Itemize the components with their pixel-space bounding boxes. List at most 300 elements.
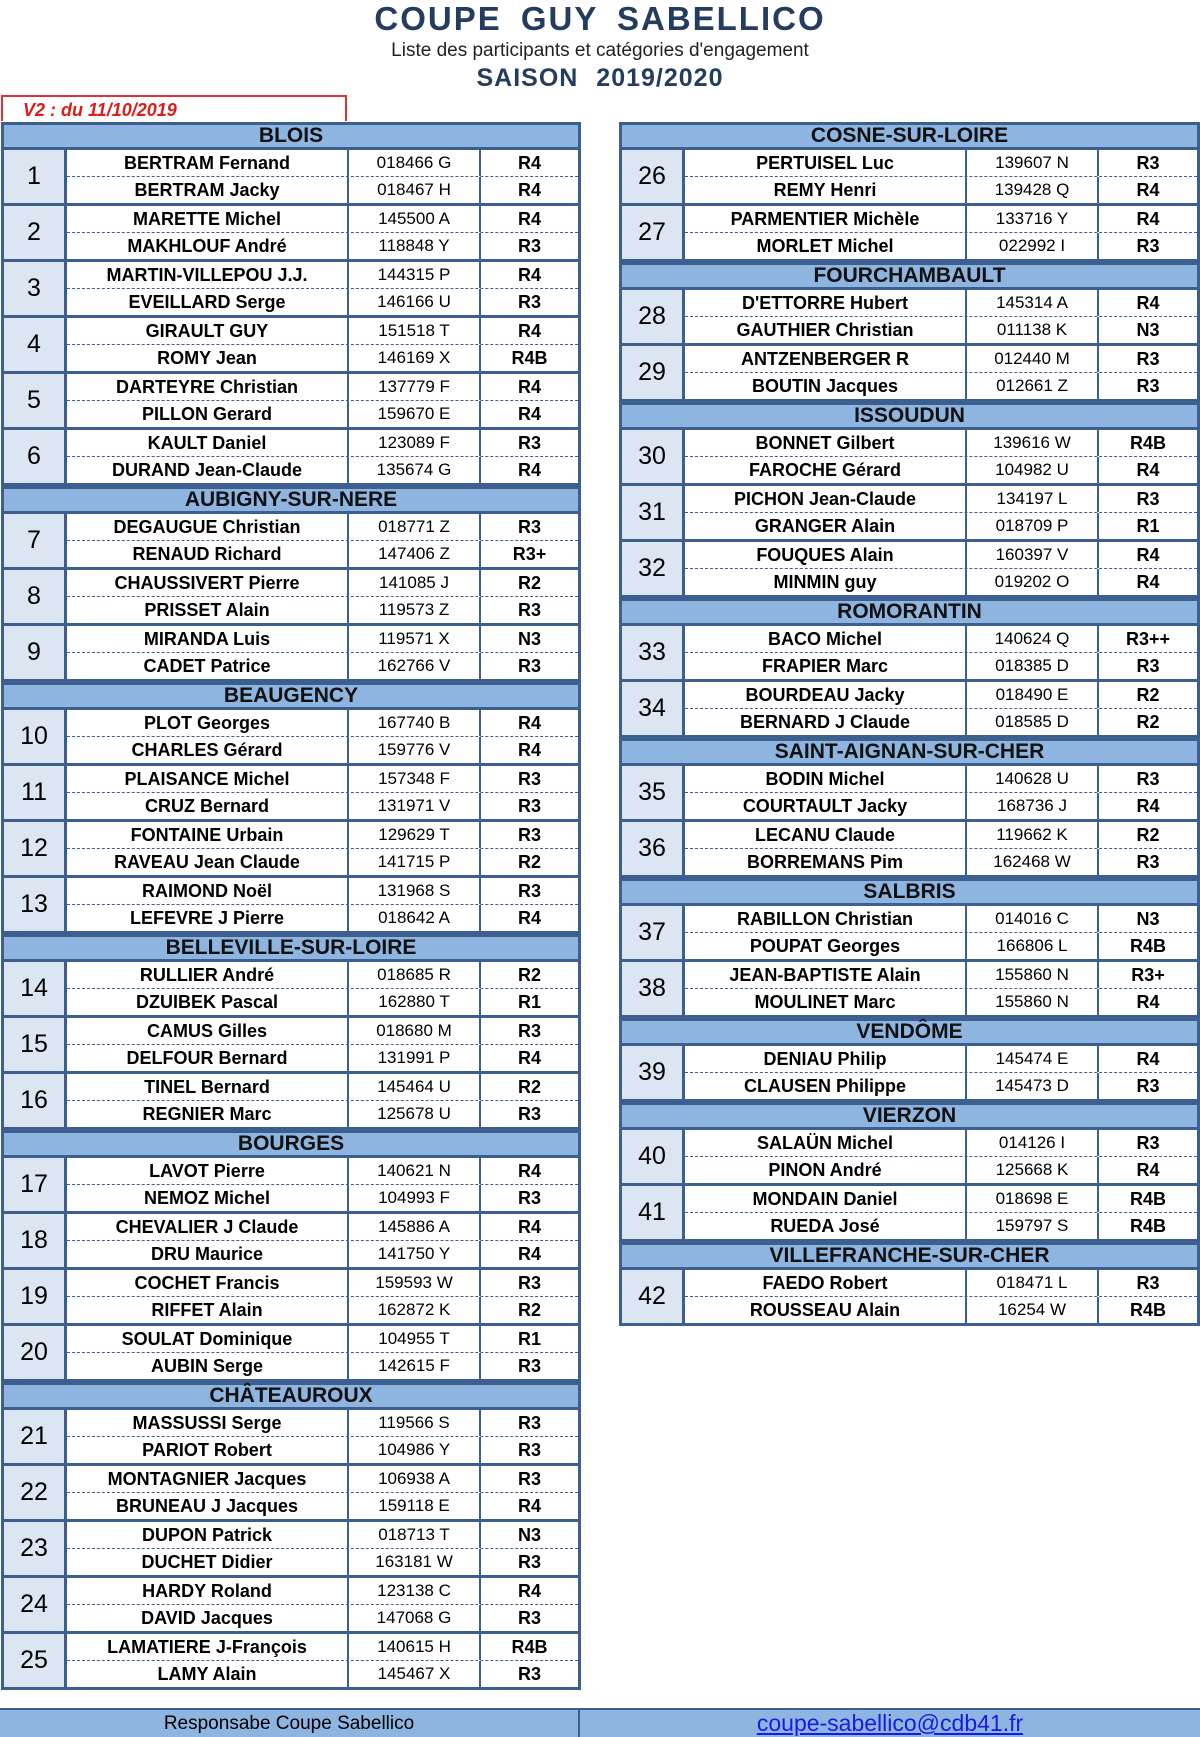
category-badge: R4 [1136,1160,1160,1180]
category-badge: R2 [517,573,541,593]
player-row [685,989,1197,1015]
player-name: BOUTIN Jacques [685,373,967,399]
player-row [67,514,578,541]
player-name: PLOT Georges [67,710,349,736]
player-name: DEGAUGUE Christian [67,514,349,540]
team-players [685,1186,1197,1239]
team-number: 39 [622,1046,685,1099]
player-name: CADET Patrice [67,653,349,679]
category-badge: R4 [517,713,541,733]
version-label: V2 : du 11/10/2019 [1,95,347,121]
document-subtitle: Liste des participants et catégories d'engagement [391,40,809,61]
license-number: 018680 M [349,1018,481,1044]
player-row [67,1605,578,1631]
player-name: REGNIER Marc [67,1101,349,1127]
team-number: 29 [622,346,685,399]
category-badge: R3 [1136,376,1160,396]
license-number: 142615 F [349,1353,481,1379]
player-row [685,206,1197,233]
left-column-table [1,122,581,1690]
team-number: 42 [622,1270,685,1323]
club-header: SALBRIS [619,878,1200,906]
team-group [619,1186,1200,1242]
player-name: BORREMANS Pim [685,849,967,875]
team-group [1,150,581,206]
category-badge: R1 [517,1329,541,1349]
player-name: FOUQUES Alain [685,542,967,568]
category-badge: R3 [1136,1273,1160,1293]
player-name: SOULAT Dominique [67,1326,349,1352]
player-row [685,430,1197,457]
team-number: 8 [4,570,67,623]
category-badge: R4 [1136,992,1160,1012]
license-number: 141085 J [349,570,481,596]
player-row [685,849,1197,875]
license-number: 118848 Y [349,233,481,259]
team-players [67,626,578,679]
team-players [67,1634,578,1687]
player-name: CHAUSSIVERT Pierre [67,570,349,596]
category-badge: N3 [517,629,541,649]
player-row [67,570,578,597]
club-header: BLOIS [1,122,581,150]
team-number: 21 [4,1410,67,1463]
category-badge: R4 [517,1161,541,1181]
license-number: 139616 W [967,430,1099,456]
club-header: ROMORANTIN [619,598,1200,626]
category-badge: R3 [1136,656,1160,676]
team-group [619,486,1200,542]
player-row [67,1437,578,1463]
team-group [619,962,1200,1018]
player-name: DRU Maurice [67,1241,349,1267]
player-row [685,1046,1197,1073]
team-number: 30 [622,430,685,483]
player-name: TINEL Bernard [67,1074,349,1100]
player-name: LAVOT Pierre [67,1158,349,1184]
player-name: CHEVALIER J Claude [67,1214,349,1240]
team-players [67,318,578,371]
license-number: 123089 F [349,430,481,456]
license-number: 018713 T [349,1522,481,1548]
license-number: 131991 P [349,1045,481,1071]
team-players [67,1466,578,1519]
player-row [685,317,1197,343]
contact-email-link[interactable]: coupe-sabellico@cdb41.fr [756,1710,1024,1736]
team-number: 32 [622,542,685,595]
license-number: 166806 L [967,933,1099,959]
category-badge: R4 [1136,180,1160,200]
player-name: RABILLON Christian [685,906,967,932]
team-number: 36 [622,822,685,875]
category-badge: R4 [1136,545,1160,565]
team-players [685,290,1197,343]
player-name: PRISSET Alain [67,597,349,623]
license-number: 159776 V [349,737,481,763]
player-row [67,878,578,905]
category-badge: R3 [1136,349,1160,369]
team-players [685,430,1197,483]
player-row [67,1493,578,1519]
player-name: BODIN Michel [685,766,967,792]
team-players [685,1046,1197,1099]
player-row [67,1241,578,1267]
player-row [685,457,1197,483]
player-row [67,710,578,737]
team-group [1,1018,581,1074]
team-group [619,430,1200,486]
player-name: D'ETTORRE Hubert [685,290,967,316]
license-number: 104982 U [967,457,1099,483]
license-number: 104986 Y [349,1437,481,1463]
team-group [1,570,581,626]
license-number: 162880 T [349,989,481,1015]
club-header: SAINT-AIGNAN-SUR-CHER [619,738,1200,766]
player-row [685,933,1197,959]
team-group [1,1270,581,1326]
team-players [67,262,578,315]
player-row [67,962,578,989]
team-group [1,1522,581,1578]
player-row [67,1074,578,1101]
category-badge: R4 [517,460,541,480]
player-name: FAEDO Robert [685,1270,967,1296]
player-row [685,1073,1197,1099]
player-name: MIRANDA Luis [67,626,349,652]
player-row [685,373,1197,399]
club-header: VILLEFRANCHE-SUR-CHER [619,1242,1200,1270]
category-badge: R4 [1136,293,1160,313]
category-badge: R3 [1136,852,1160,872]
license-number: 119571 X [349,626,481,652]
license-number: 018585 D [967,709,1099,735]
player-name: MOULINET Marc [685,989,967,1015]
team-number: 33 [622,626,685,679]
player-row [67,905,578,931]
category-badge: R3 [1136,769,1160,789]
player-row [67,626,578,653]
team-group [619,290,1200,346]
license-number: 168736 J [967,793,1099,819]
team-players [685,766,1197,819]
player-row [685,290,1197,317]
category-badge: R1 [1136,516,1160,536]
license-number: 011138 K [967,317,1099,343]
player-row [67,1661,578,1687]
club-header: BOURGES [1,1130,581,1158]
player-name: GRANGER Alain [685,513,967,539]
player-row [685,626,1197,653]
category-badge: R3+ [512,544,547,564]
player-name: DARTEYRE Christian [67,374,349,400]
team-number: 4 [4,318,67,371]
team-number: 5 [4,374,67,427]
category-badge: R4 [1136,572,1160,592]
team-number: 3 [4,262,67,315]
license-number: 139428 Q [967,177,1099,203]
license-number: 018385 D [967,653,1099,679]
player-row [685,822,1197,849]
license-number: 104993 F [349,1185,481,1211]
team-players [67,1578,578,1631]
team-number: 37 [622,906,685,959]
player-row [67,457,578,483]
team-players [67,962,578,1015]
team-players [67,1410,578,1463]
team-group [619,626,1200,682]
player-row [67,1578,578,1605]
team-number: 17 [4,1158,67,1211]
player-row [67,1297,578,1323]
license-number: 145464 U [349,1074,481,1100]
player-name: RAVEAU Jean Claude [67,849,349,875]
team-players [67,430,578,483]
category-badge: R3 [517,1469,541,1489]
player-name: ANTZENBERGER R [685,346,967,372]
right-column-table [619,122,1200,1326]
category-badge: N3 [1136,320,1160,340]
player-name: PERTUISEL Luc [685,150,967,176]
player-name: PINON André [685,1157,967,1183]
team-players [67,1074,578,1127]
player-row [67,345,578,371]
category-badge: R4 [517,1244,541,1264]
player-row [67,737,578,763]
player-row [67,1270,578,1297]
license-number: 151518 T [349,318,481,344]
player-row [685,346,1197,373]
player-row [67,1158,578,1185]
category-badge: R3 [517,1104,541,1124]
team-group [1,514,581,570]
team-number: 12 [4,822,67,875]
player-row [685,653,1197,679]
player-name: MORLET Michel [685,233,967,259]
category-badge: R4 [1136,1049,1160,1069]
player-name: DURAND Jean-Claude [67,457,349,483]
license-number: 163181 W [349,1549,481,1575]
team-number: 11 [4,766,67,819]
player-row [685,542,1197,569]
team-number: 2 [4,206,67,259]
license-number: 159118 E [349,1493,481,1519]
player-name: GAUTHIER Christian [685,317,967,343]
license-number: 123138 C [349,1578,481,1604]
team-group [1,1410,581,1466]
player-name: MAKHLOUF André [67,233,349,259]
license-number: 014126 I [967,1130,1099,1156]
license-number: 162872 K [349,1297,481,1323]
player-name: BERTRAM Jacky [67,177,349,203]
license-number: 140615 H [349,1634,481,1660]
player-name: DZUIBEK Pascal [67,989,349,1015]
category-badge: R3 [1136,1133,1160,1153]
license-number: 119662 K [967,822,1099,848]
team-group [619,346,1200,402]
player-row [685,233,1197,259]
license-number: 141750 Y [349,1241,481,1267]
team-players [685,682,1197,735]
license-number: 012661 Z [967,373,1099,399]
license-number: 167740 B [349,710,481,736]
player-row [685,177,1197,203]
category-badge: R3 [517,1021,541,1041]
club-header: COSNE-SUR-LOIRE [619,122,1200,150]
player-name: PILLON Gerard [67,401,349,427]
team-group [1,766,581,822]
player-row [67,233,578,259]
player-name: LAMATIERE J-François [67,1634,349,1660]
player-name: PARIOT Robert [67,1437,349,1463]
team-number: 24 [4,1578,67,1631]
category-badge: R3 [517,1273,541,1293]
player-name: POUPAT Georges [685,933,967,959]
license-number: 134197 L [967,486,1099,512]
player-row [685,709,1197,735]
license-number: 145314 A [967,290,1099,316]
category-badge: R3 [517,656,541,676]
player-name: DUPON Patrick [67,1522,349,1548]
category-badge: R3 [517,1413,541,1433]
category-badge: R3 [517,769,541,789]
player-row [67,653,578,679]
license-number: 018490 E [967,682,1099,708]
player-row [67,1353,578,1379]
player-name: EVEILLARD Serge [67,289,349,315]
team-players [685,1130,1197,1183]
license-number: 129629 T [349,822,481,848]
club-header: BELLEVILLE-SUR-LOIRE [1,934,581,962]
player-row [685,1130,1197,1157]
player-row [67,793,578,819]
player-row [685,793,1197,819]
license-number: 014016 C [967,906,1099,932]
player-row [67,1410,578,1437]
player-row [685,513,1197,539]
player-name: RENAUD Richard [67,541,349,567]
player-name: PICHON Jean-Claude [685,486,967,512]
category-badge: R3 [1136,153,1160,173]
player-row [67,1522,578,1549]
player-name: MARTIN-VILLEPOU J.J. [67,262,349,288]
team-number: 20 [4,1326,67,1379]
player-row [67,401,578,427]
license-number: 145500 A [349,206,481,232]
category-badge: R2 [1136,685,1160,705]
team-number: 13 [4,878,67,931]
license-number: 131971 V [349,793,481,819]
license-number: 162766 V [349,653,481,679]
team-number: 19 [4,1270,67,1323]
team-group [619,1046,1200,1102]
team-group [619,542,1200,598]
team-players [685,486,1197,539]
category-badge: R4 [517,1581,541,1601]
player-row [67,318,578,345]
player-row [685,150,1197,177]
player-name: ROMY Jean [67,345,349,371]
license-number: 019202 O [967,569,1099,595]
license-number: 145467 X [349,1661,481,1687]
category-badge: R4 [517,908,541,928]
player-name: ROUSSEAU Alain [685,1297,967,1323]
player-row [685,1297,1197,1323]
license-number: 162468 W [967,849,1099,875]
license-number: 119573 Z [349,597,481,623]
license-number: 16254 W [967,1297,1099,1323]
license-number: 159670 E [349,401,481,427]
category-badge: R4 [517,321,541,341]
category-badge: R4 [1136,460,1160,480]
player-name: FAROCHE Gérard [685,457,967,483]
category-badge: R4 [517,180,541,200]
player-name: DENIAU Philip [685,1046,967,1072]
player-name: GIRAULT GUY [67,318,349,344]
team-players [685,206,1197,259]
team-number: 14 [4,962,67,1015]
category-badge: R3 [517,1188,541,1208]
player-name: MONTAGNIER Jacques [67,1466,349,1492]
team-number: 41 [622,1186,685,1239]
category-badge: R3+ [1131,965,1165,985]
club-header: BEAUGENCY [1,682,581,710]
category-badge: R4B [1129,936,1166,956]
team-number: 34 [622,682,685,735]
category-badge: N3 [1136,909,1160,929]
category-badge: R2 [1136,825,1160,845]
category-badge: R3 [517,1356,541,1376]
team-players [67,206,578,259]
team-players [67,150,578,203]
category-badge: R4B [511,348,548,368]
license-number: 135674 G [349,457,481,483]
team-players [67,570,578,623]
team-players [67,878,578,931]
team-group [1,1326,581,1382]
team-group [1,1578,581,1634]
license-number: 144315 P [349,262,481,288]
team-players [67,1158,578,1211]
category-badge: R3 [1136,489,1160,509]
player-row [67,849,578,875]
player-name: LEFEVRE J Pierre [67,905,349,931]
player-row [67,1326,578,1353]
team-group [1,1074,581,1130]
player-name: SALAÜN Michel [685,1130,967,1156]
player-name: FRAPIER Marc [685,653,967,679]
player-row [685,906,1197,933]
document-title: COUPE GUY SABELLICO [374,0,826,37]
player-name: AUBIN Serge [67,1353,349,1379]
license-number: 140621 N [349,1158,481,1184]
player-name: REMY Henri [685,177,967,203]
player-name: BRUNEAU J Jacques [67,1493,349,1519]
team-group [1,962,581,1018]
team-group [1,430,581,486]
category-badge: R4 [517,377,541,397]
player-row [67,177,578,203]
player-name: MASSUSSI Serge [67,1410,349,1436]
footer-bar [0,1708,1200,1737]
license-number: 155860 N [967,962,1099,988]
license-number: 119566 S [349,1410,481,1436]
team-group [1,206,581,262]
category-badge: R3 [1136,1076,1160,1096]
club-header: ISSOUDUN [619,402,1200,430]
category-badge: R3++ [1125,629,1171,649]
team-number: 27 [622,206,685,259]
player-name: MARETTE Michel [67,206,349,232]
